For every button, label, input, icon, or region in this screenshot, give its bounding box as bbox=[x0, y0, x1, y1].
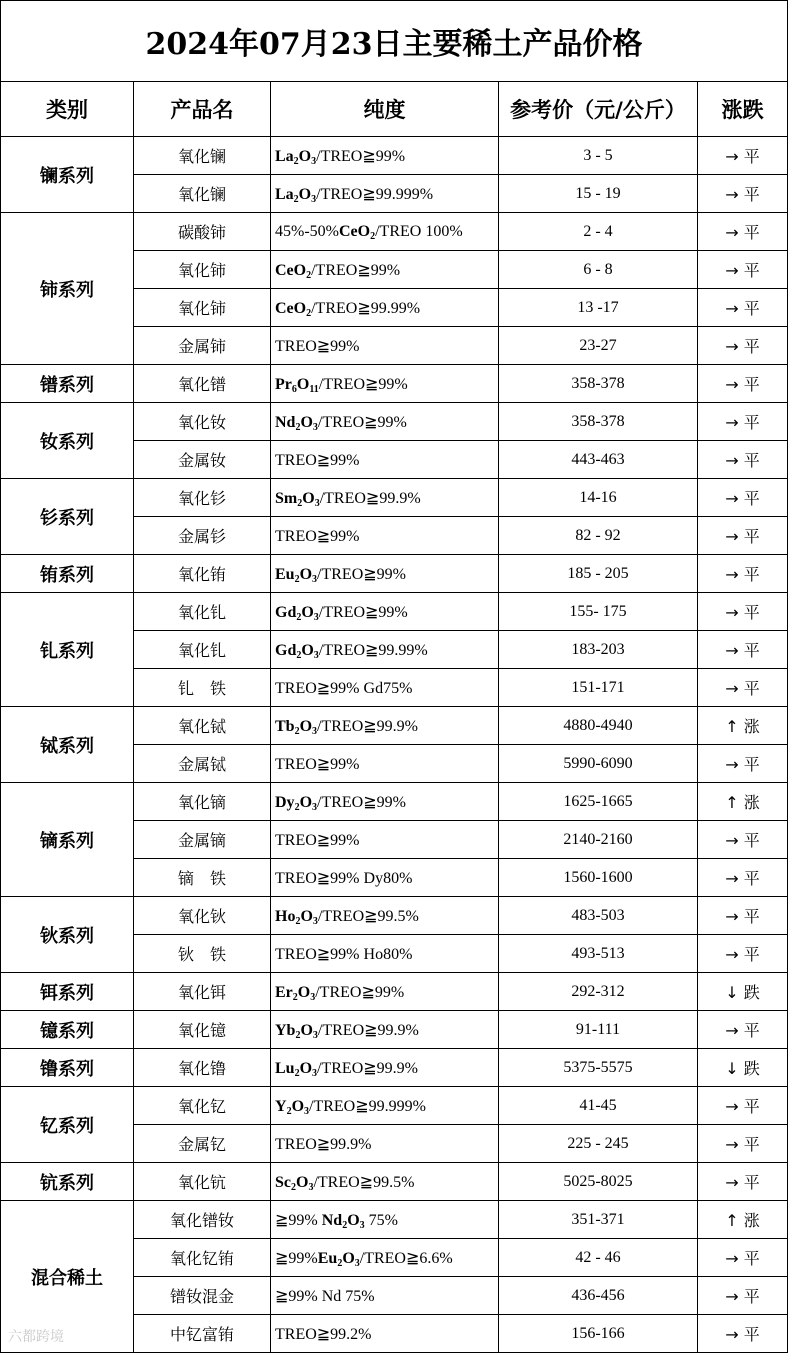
formula-part: 3 bbox=[313, 611, 319, 623]
purity-text: ≧99% bbox=[275, 1249, 318, 1267]
product-name-cell: 钆 铁 bbox=[134, 669, 271, 707]
price-cell: 23-27 bbox=[499, 327, 698, 365]
price-cell: 41-45 bbox=[499, 1087, 698, 1125]
formula-part: 2 bbox=[291, 1181, 296, 1193]
product-name-cell: 氧化钪 bbox=[134, 1163, 271, 1201]
trend-cell: → 平 bbox=[698, 1087, 788, 1125]
formula-part: Eu bbox=[275, 565, 295, 583]
formula-part: Tb bbox=[275, 717, 295, 735]
price-cell: 1625-1665 bbox=[499, 783, 698, 821]
purity-cell bbox=[271, 745, 499, 783]
category-cell: 钆系列 bbox=[1, 593, 134, 707]
purity-cell bbox=[271, 821, 499, 859]
formula-part: 2 bbox=[295, 421, 301, 433]
table-row bbox=[1, 213, 788, 251]
purity-text: /TREO≧99.99% bbox=[311, 299, 421, 317]
table-row bbox=[1, 1087, 788, 1125]
price-cell: 5990-6090 bbox=[499, 745, 698, 783]
formula-part: 2 bbox=[294, 1067, 300, 1079]
formula-part: 2 bbox=[342, 1219, 348, 1231]
formula-part: 3 bbox=[311, 193, 317, 205]
formula-part: 11 bbox=[309, 383, 319, 395]
formula-part: O bbox=[296, 1173, 309, 1191]
formula-part: La bbox=[275, 185, 294, 203]
header-product: 产品名 bbox=[134, 82, 271, 137]
purity-text: TREO≧99.9% bbox=[275, 1135, 372, 1153]
trend-cell: → 平 bbox=[698, 935, 788, 973]
table-row bbox=[1, 783, 788, 821]
formula-part: O bbox=[299, 1059, 313, 1077]
table-row bbox=[1, 897, 788, 935]
product-name-cell: 氧化铈 bbox=[134, 289, 271, 327]
trend-cell: → 平 bbox=[698, 1277, 788, 1315]
purity-cell bbox=[271, 1011, 499, 1049]
table-row bbox=[1, 593, 788, 631]
price-cell: 2140-2160 bbox=[499, 821, 698, 859]
price-cell: 443-463 bbox=[499, 441, 698, 479]
formula-part: 2 bbox=[296, 611, 302, 623]
purity-text: /TREO≧99% bbox=[311, 261, 401, 279]
purity-cell bbox=[271, 213, 499, 251]
formula-part: 2 bbox=[292, 991, 298, 1003]
trend-cell: → 平 bbox=[698, 403, 788, 441]
purity-cell bbox=[271, 783, 499, 821]
formula-part: 2 bbox=[294, 573, 300, 585]
purity-cell bbox=[271, 593, 499, 631]
trend-cell: → 平 bbox=[698, 1011, 788, 1049]
trend-cell: → 平 bbox=[698, 289, 788, 327]
formula-part: O bbox=[296, 375, 310, 393]
purity-text: /TREO≧99% bbox=[318, 375, 408, 393]
formula-part: O bbox=[291, 1097, 305, 1115]
trend-cell: → 平 bbox=[698, 1125, 788, 1163]
formula-part: O bbox=[299, 565, 313, 583]
trend-cell: → 平 bbox=[698, 555, 788, 593]
price-cell: 292-312 bbox=[499, 973, 698, 1011]
formula-part: 3 bbox=[312, 1067, 318, 1079]
formula-part: 2 bbox=[370, 230, 376, 242]
table-row bbox=[1, 1201, 788, 1239]
trend-cell: ↑ 涨 bbox=[698, 707, 788, 745]
formula-part: CeO bbox=[275, 299, 307, 317]
header-row bbox=[1, 82, 788, 137]
product-name-cell: 金属铈 bbox=[134, 327, 271, 365]
category-cell: 铕系列 bbox=[1, 555, 134, 593]
formula-part: 3 bbox=[310, 991, 316, 1003]
product-name-cell: 金属铽 bbox=[134, 745, 271, 783]
formula-part: 3 bbox=[312, 573, 318, 585]
purity-cell bbox=[271, 289, 499, 327]
formula-part: 2 bbox=[337, 1257, 343, 1269]
formula-part: 2 bbox=[293, 193, 299, 205]
purity-cell bbox=[271, 555, 499, 593]
product-name-cell: 镨钕混金 bbox=[134, 1277, 271, 1315]
formula-part: O bbox=[301, 641, 314, 659]
category-cell: 钇系列 bbox=[1, 1087, 134, 1163]
category-cell: 钬系列 bbox=[1, 897, 134, 973]
purity-text: /TREO≧99% bbox=[315, 983, 405, 1001]
product-name-cell: 氧化钆 bbox=[134, 631, 271, 669]
trend-cell: → 平 bbox=[698, 897, 788, 935]
table-row bbox=[1, 555, 788, 593]
header-trend: 涨跌 bbox=[698, 82, 788, 137]
product-name-cell: 镝 铁 bbox=[134, 859, 271, 897]
table-row bbox=[1, 403, 788, 441]
purity-cell bbox=[271, 479, 499, 517]
formula-part: 2 bbox=[306, 269, 312, 281]
product-name-cell: 氧化铈 bbox=[134, 251, 271, 289]
formula-part: Ho bbox=[275, 907, 296, 925]
trend-cell: ↓ 跌 bbox=[698, 973, 788, 1011]
product-name-cell: 氧化铕 bbox=[134, 555, 271, 593]
purity-text: /TREO≧99.5% bbox=[317, 907, 419, 925]
product-name-cell: 氧化钆 bbox=[134, 593, 271, 631]
price-cell: 13 -17 bbox=[499, 289, 698, 327]
product-name-cell: 钬 铁 bbox=[134, 935, 271, 973]
purity-cell bbox=[271, 1125, 499, 1163]
category-cell: 镧系列 bbox=[1, 137, 134, 213]
price-cell: 5375-5575 bbox=[499, 1049, 698, 1087]
product-name-cell: 金属镝 bbox=[134, 821, 271, 859]
trend-cell: → 平 bbox=[698, 593, 788, 631]
formula-part: Pr bbox=[275, 375, 292, 393]
trend-cell: → 平 bbox=[698, 175, 788, 213]
trend-cell: → 平 bbox=[698, 251, 788, 289]
price-cell: 358-378 bbox=[499, 365, 698, 403]
formula-part: 3 bbox=[314, 497, 320, 509]
price-cell: 3 - 5 bbox=[499, 137, 698, 175]
formula-part: O bbox=[347, 1211, 360, 1229]
product-name-cell: 氧化镱 bbox=[134, 1011, 271, 1049]
purity-text: TREO≧99.2% bbox=[275, 1325, 372, 1343]
formula-part: 3 bbox=[313, 649, 319, 661]
purity-cell bbox=[271, 175, 499, 213]
page-title: 2024年07月23日主要稀土产品价格 bbox=[1, 1, 788, 82]
purity-text: /TREO≧99% bbox=[318, 603, 408, 621]
purity-cell bbox=[271, 1049, 499, 1087]
formula-part: 2 bbox=[286, 1105, 292, 1117]
category-cell: 铈系列 bbox=[1, 213, 134, 365]
formula-part: O bbox=[300, 413, 313, 431]
purity-text: TREO≧99% bbox=[275, 337, 360, 355]
formula-part: O bbox=[298, 147, 312, 165]
product-name-cell: 金属钇 bbox=[134, 1125, 271, 1163]
formula-part: 2 bbox=[297, 497, 303, 509]
purity-cell bbox=[271, 859, 499, 897]
formula-part: 3 bbox=[311, 155, 317, 167]
purity-cell bbox=[271, 1201, 499, 1239]
category-cell: 铽系列 bbox=[1, 707, 134, 783]
formula-part: 3 bbox=[308, 1181, 314, 1193]
purity-text: /TREO≧6.6% bbox=[359, 1249, 453, 1267]
formula-part: 2 bbox=[295, 915, 301, 927]
trend-cell: → 平 bbox=[698, 479, 788, 517]
formula-part: O bbox=[301, 603, 314, 621]
price-cell: 351-371 bbox=[499, 1201, 698, 1239]
formula-part: 2 bbox=[294, 801, 300, 813]
price-cell: 358-378 bbox=[499, 403, 698, 441]
price-cell: 436-456 bbox=[499, 1277, 698, 1315]
table-row bbox=[1, 365, 788, 403]
product-name-cell: 氧化钇 bbox=[134, 1087, 271, 1125]
purity-cell bbox=[271, 1087, 499, 1125]
header-category: 类别 bbox=[1, 82, 134, 137]
price-cell: 493-513 bbox=[499, 935, 698, 973]
price-cell: 1560-1600 bbox=[499, 859, 698, 897]
purity-cell bbox=[271, 897, 499, 935]
trend-cell: → 平 bbox=[698, 213, 788, 251]
purity-cell bbox=[271, 517, 499, 555]
trend-cell: → 平 bbox=[698, 631, 788, 669]
trend-cell: → 平 bbox=[698, 517, 788, 555]
trend-cell: → 平 bbox=[698, 1315, 788, 1353]
product-name-cell: 碳酸铈 bbox=[134, 213, 271, 251]
formula-part: Gd bbox=[275, 603, 297, 621]
purity-cell bbox=[271, 1277, 499, 1315]
table-row bbox=[1, 1011, 788, 1049]
formula-part: Sm bbox=[275, 489, 298, 507]
formula-part: Y bbox=[275, 1097, 287, 1115]
purity-cell bbox=[271, 973, 499, 1011]
purity-text: /TREO≧99.9% bbox=[317, 717, 418, 735]
price-cell: 15 - 19 bbox=[499, 175, 698, 213]
formula-part: Gd bbox=[275, 641, 297, 659]
product-name-cell: 氧化铒 bbox=[134, 973, 271, 1011]
product-name-cell: 金属钕 bbox=[134, 441, 271, 479]
category-cell: 钐系列 bbox=[1, 479, 134, 555]
category-cell: 镱系列 bbox=[1, 1011, 134, 1049]
category-cell: 镥系列 bbox=[1, 1049, 134, 1087]
formula-part: CeO bbox=[338, 222, 371, 240]
formula-part: 3 bbox=[304, 1105, 310, 1117]
product-name-cell: 中钇富铕 bbox=[134, 1315, 271, 1353]
purity-text: /TREO≧99.9% bbox=[319, 489, 421, 507]
purity-cell bbox=[271, 1315, 499, 1353]
price-cell: 151-171 bbox=[499, 669, 698, 707]
table-row bbox=[1, 973, 788, 1011]
trend-cell: → 平 bbox=[698, 669, 788, 707]
formula-part: 3 bbox=[354, 1257, 360, 1269]
purity-text: /TREO≧99% bbox=[316, 147, 406, 165]
formula-part: O bbox=[298, 185, 312, 203]
product-name-cell: 氧化镥 bbox=[134, 1049, 271, 1087]
product-name-cell: 金属钐 bbox=[134, 517, 271, 555]
formula-part: Nd bbox=[321, 1211, 343, 1229]
purity-cell bbox=[271, 1239, 499, 1277]
purity-text: ≧99% Nd 75% bbox=[275, 1287, 375, 1305]
table-row bbox=[1, 1163, 788, 1201]
price-cell: 156-166 bbox=[499, 1315, 698, 1353]
price-cell: 225 - 245 bbox=[499, 1125, 698, 1163]
purity-text: /TREO≧99.99% bbox=[318, 641, 428, 659]
trend-cell: → 平 bbox=[698, 1163, 788, 1201]
trend-cell: → 平 bbox=[698, 327, 788, 365]
category-cell: 铒系列 bbox=[1, 973, 134, 1011]
product-name-cell: 氧化镨 bbox=[134, 365, 271, 403]
product-name-cell: 氧化镧 bbox=[134, 137, 271, 175]
purity-text: TREO≧99% Dy80% bbox=[275, 869, 413, 887]
formula-part: O bbox=[300, 1021, 313, 1039]
purity-cell bbox=[271, 631, 499, 669]
formula-part: Sc bbox=[275, 1173, 291, 1191]
category-cell: 混合稀土 bbox=[1, 1201, 134, 1353]
purity-text: /TREO≧99% bbox=[317, 793, 406, 811]
formula-part: 3 bbox=[312, 1029, 318, 1041]
purity-text: /TREO≧99% bbox=[317, 413, 407, 431]
formula-part: 3 bbox=[312, 801, 318, 813]
category-cell: 钕系列 bbox=[1, 403, 134, 479]
purity-cell bbox=[271, 327, 499, 365]
purity-text: TREO≧99% bbox=[275, 451, 360, 469]
price-cell: 185 - 205 bbox=[499, 555, 698, 593]
watermark-text: 六都跨境 bbox=[8, 1329, 64, 1345]
formula-part: 3 bbox=[312, 421, 318, 433]
formula-part: 2 bbox=[306, 307, 312, 319]
trend-cell: → 平 bbox=[698, 1239, 788, 1277]
formula-part: O bbox=[299, 793, 313, 811]
purity-text: TREO≧99% bbox=[275, 755, 360, 773]
purity-cell bbox=[271, 1163, 499, 1201]
product-name-cell: 氧化钕 bbox=[134, 403, 271, 441]
price-cell: 4880-4940 bbox=[499, 707, 698, 745]
price-cell: 2 - 4 bbox=[499, 213, 698, 251]
product-name-cell: 氧化铽 bbox=[134, 707, 271, 745]
trend-cell: → 平 bbox=[698, 745, 788, 783]
purity-cell bbox=[271, 935, 499, 973]
trend-cell: → 平 bbox=[698, 365, 788, 403]
category-cell: 镝系列 bbox=[1, 783, 134, 897]
formula-part: Dy bbox=[275, 793, 295, 811]
purity-cell bbox=[271, 403, 499, 441]
purity-text: /TREO≧99.9% bbox=[317, 1059, 418, 1077]
price-cell: 183-203 bbox=[499, 631, 698, 669]
purity-text: /TREO≧99% bbox=[317, 565, 406, 583]
formula-part: Eu bbox=[317, 1249, 338, 1267]
product-name-cell: 氧化镝 bbox=[134, 783, 271, 821]
formula-part: O bbox=[300, 907, 313, 925]
trend-cell: → 平 bbox=[698, 137, 788, 175]
purity-text: /TREO≧99.999% bbox=[316, 185, 434, 203]
formula-part: 2 bbox=[293, 155, 299, 167]
product-name-cell: 氧化钇铕 bbox=[134, 1239, 271, 1277]
purity-text: 75% bbox=[364, 1211, 398, 1229]
purity-text: TREO≧99% bbox=[275, 527, 360, 545]
price-cell: 155- 175 bbox=[499, 593, 698, 631]
purity-text: /TREO≧99.9% bbox=[317, 1021, 419, 1039]
formula-part: 6 bbox=[291, 383, 297, 395]
trend-cell: ↓ 跌 bbox=[698, 1049, 788, 1087]
formula-part: 2 bbox=[296, 649, 302, 661]
trend-cell: ↑ 涨 bbox=[698, 783, 788, 821]
purity-text: TREO≧99% Gd75% bbox=[275, 679, 413, 697]
formula-part: Er bbox=[275, 983, 293, 1001]
table-row bbox=[1, 137, 788, 175]
trend-cell: → 平 bbox=[698, 821, 788, 859]
header-purity: 纯度 bbox=[271, 82, 499, 137]
category-cell: 钪系列 bbox=[1, 1163, 134, 1201]
formula-part: O bbox=[342, 1249, 355, 1267]
price-cell: 6 - 8 bbox=[499, 251, 698, 289]
purity-text: TREO≧99% Ho80% bbox=[275, 945, 413, 963]
price-cell: 82 - 92 bbox=[499, 517, 698, 555]
formula-part: CeO bbox=[275, 261, 307, 279]
product-name-cell: 氧化镧 bbox=[134, 175, 271, 213]
purity-cell bbox=[271, 365, 499, 403]
price-cell: 91-111 bbox=[499, 1011, 698, 1049]
formula-part: Lu bbox=[275, 1059, 295, 1077]
purity-cell bbox=[271, 669, 499, 707]
header-price: 参考价（元/公斤） bbox=[499, 82, 698, 137]
formula-part: O bbox=[297, 983, 311, 1001]
formula-part: Yb bbox=[275, 1021, 296, 1039]
purity-cell bbox=[271, 251, 499, 289]
product-name-cell: 氧化钬 bbox=[134, 897, 271, 935]
price-cell: 42 - 46 bbox=[499, 1239, 698, 1277]
purity-text: ≧99% bbox=[275, 1211, 322, 1229]
purity-cell bbox=[271, 137, 499, 175]
table-row bbox=[1, 479, 788, 517]
purity-cell bbox=[271, 707, 499, 745]
category-cell: 镨系列 bbox=[1, 365, 134, 403]
price-cell: 14-16 bbox=[499, 479, 698, 517]
formula-part: 2 bbox=[294, 725, 300, 737]
trend-cell: → 平 bbox=[698, 441, 788, 479]
formula-part: 3 bbox=[359, 1219, 365, 1231]
purity-text: 45%-50% bbox=[275, 222, 339, 240]
product-name-cell: 氧化镨钕 bbox=[134, 1201, 271, 1239]
formula-part: O bbox=[299, 717, 313, 735]
trend-cell: ↑ 涨 bbox=[698, 1201, 788, 1239]
purity-text: /TREO 100% bbox=[375, 222, 463, 240]
trend-cell: → 平 bbox=[698, 859, 788, 897]
price-cell: 483-503 bbox=[499, 897, 698, 935]
formula-part: 3 bbox=[312, 915, 318, 927]
purity-text: /TREO≧99.999% bbox=[309, 1097, 426, 1115]
formula-part: O bbox=[302, 489, 315, 507]
title-row bbox=[1, 1, 788, 82]
purity-cell bbox=[271, 441, 499, 479]
price-cell: 5025-8025 bbox=[499, 1163, 698, 1201]
formula-part: 2 bbox=[295, 1029, 301, 1041]
product-name-cell: 氧化钐 bbox=[134, 479, 271, 517]
formula-part: Nd bbox=[275, 413, 296, 431]
table-row bbox=[1, 707, 788, 745]
table-row bbox=[1, 1049, 788, 1087]
formula-part: 3 bbox=[312, 725, 318, 737]
formula-part: La bbox=[275, 147, 294, 165]
purity-text: /TREO≧99.5% bbox=[313, 1173, 415, 1191]
purity-text: TREO≧99% bbox=[275, 831, 360, 849]
